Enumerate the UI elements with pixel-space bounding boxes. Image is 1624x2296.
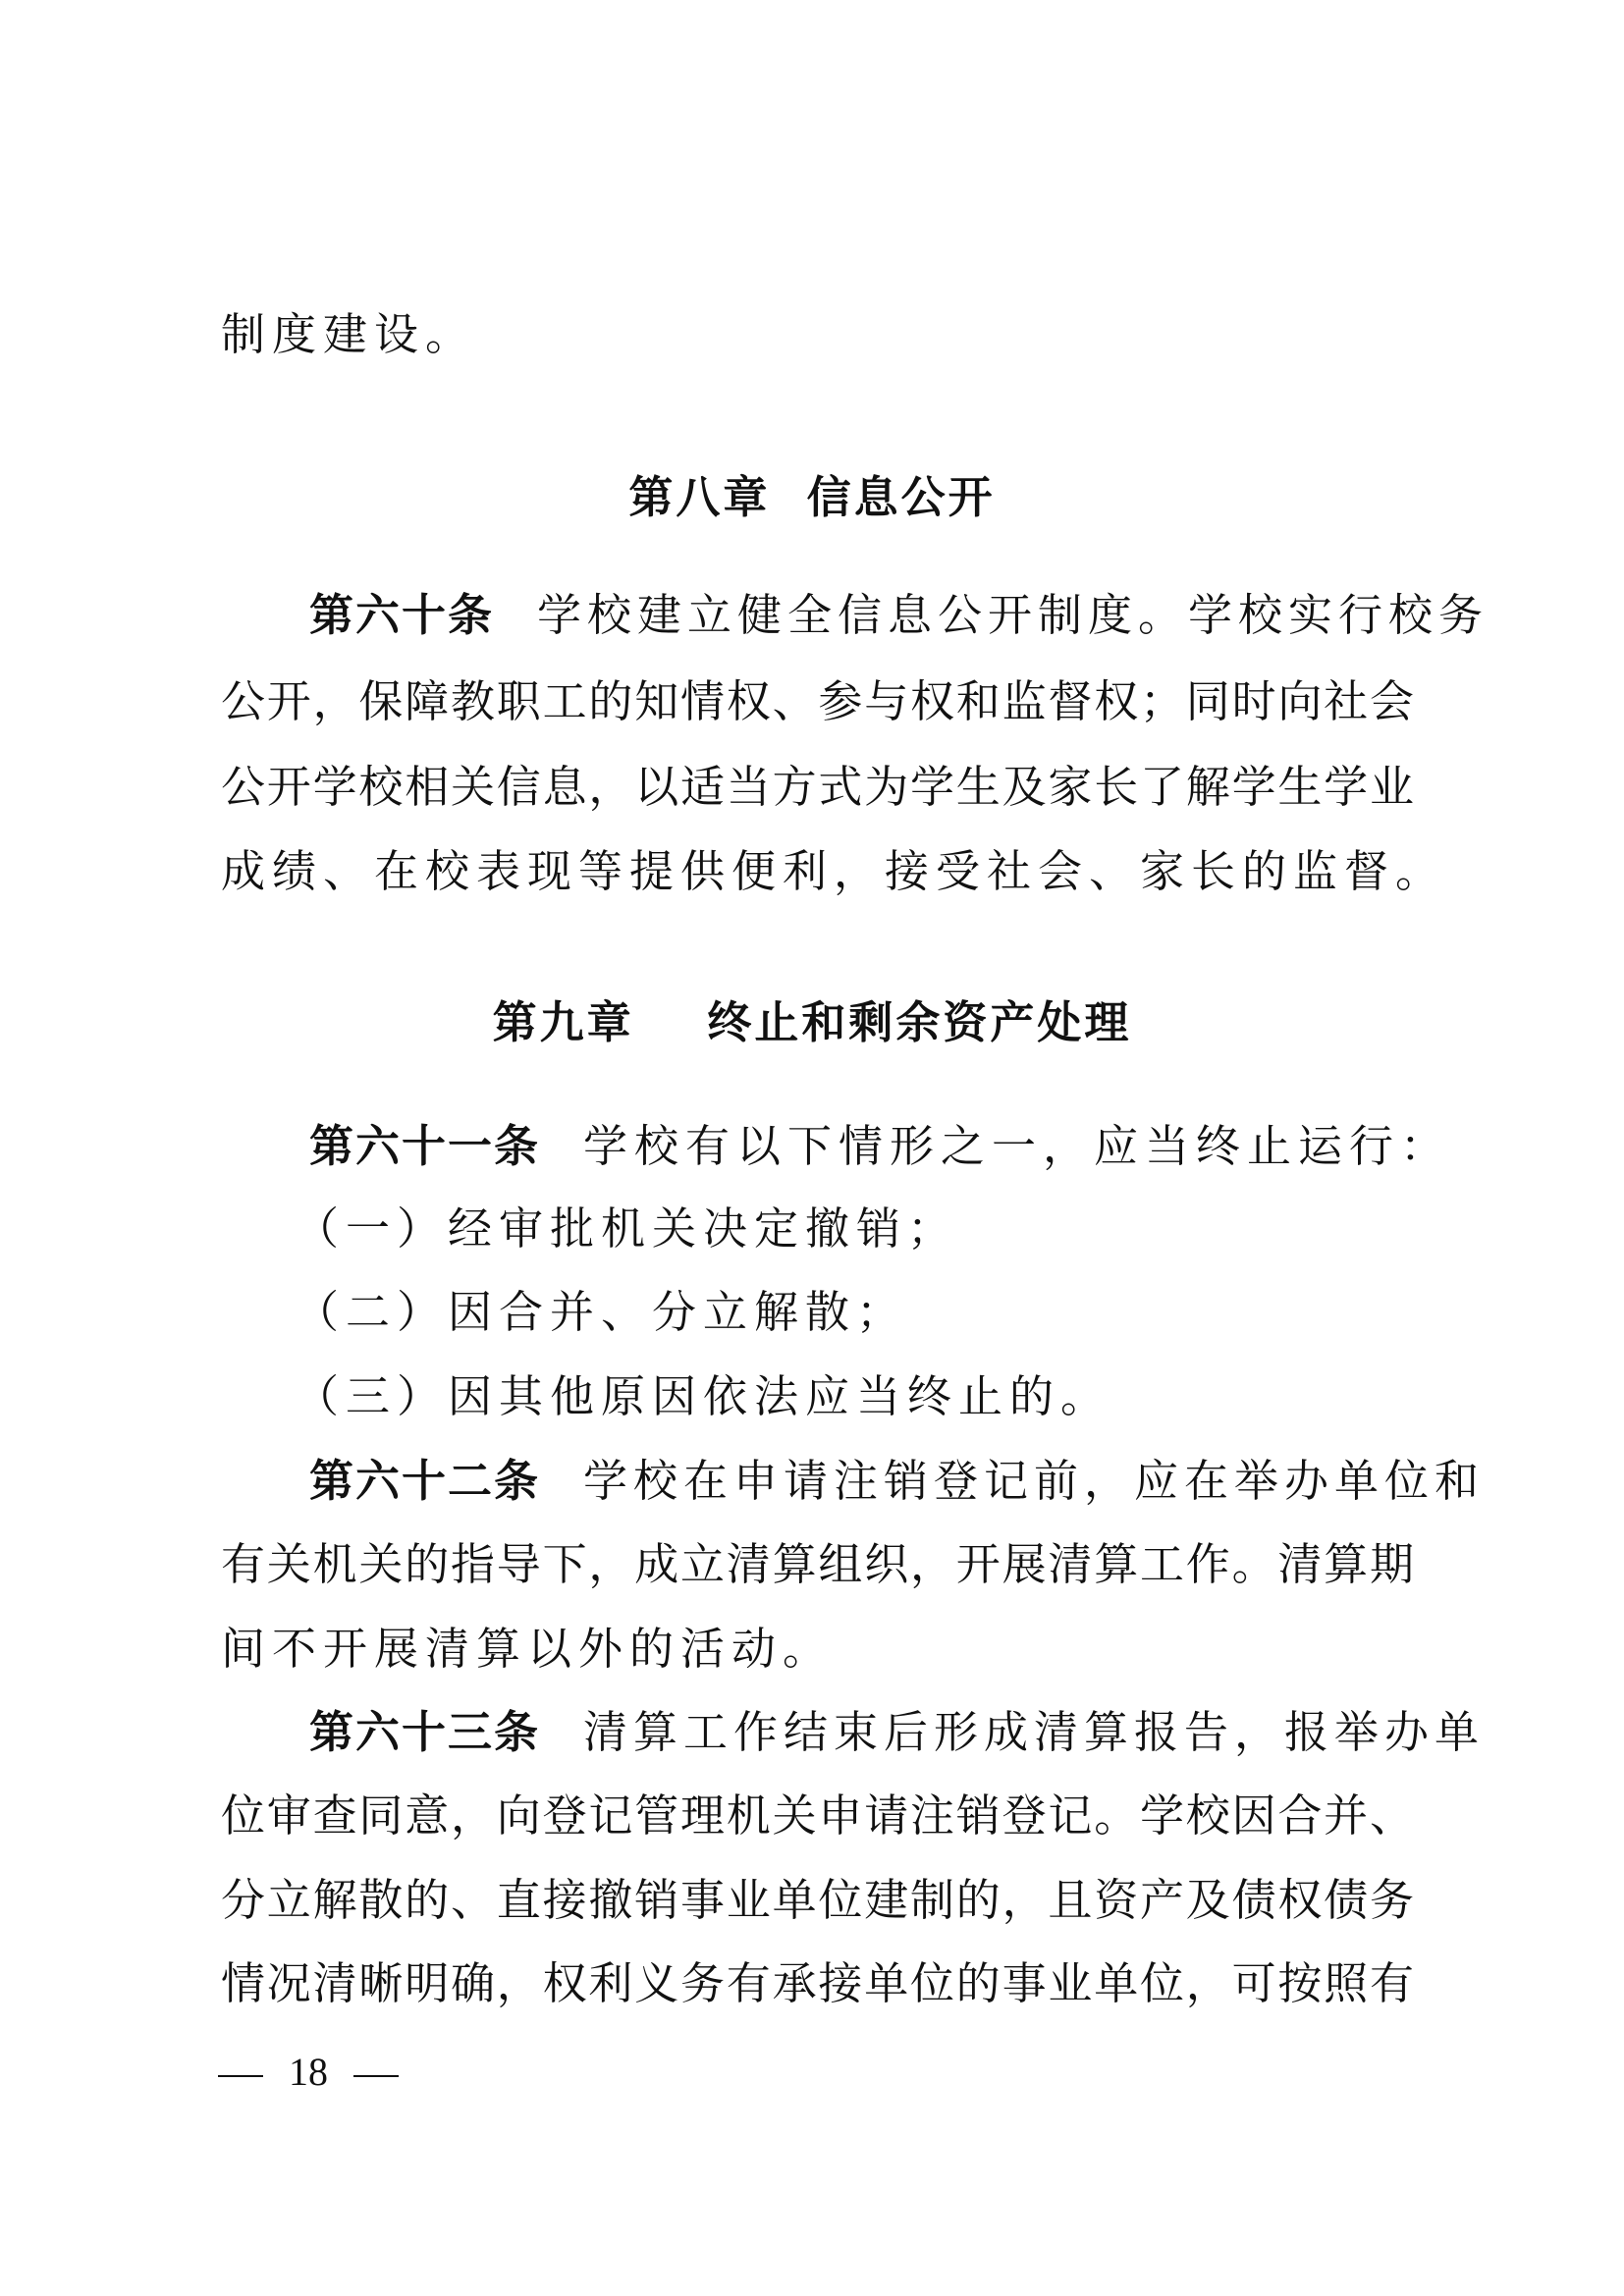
footer-dash-right [353, 2075, 399, 2077]
article-number: 第六十一条 [309, 1120, 541, 1172]
article-61-line [309, 1117, 1452, 1176]
chapter-heading-8: 第八章 信息公开 [628, 471, 996, 523]
paragraph-line: 公开学校相关信息，以适当方式为学生及家长了解学生学业 [221, 761, 1414, 813]
paragraph-line: 有关机关的指导下，成立清算组织，开展清算工作。清算期 [221, 1538, 1414, 1590]
paragraph-line: 间不开展清算以外的活动。 [221, 1623, 835, 1675]
list-item: （二）因合并、分立解散； [295, 1286, 908, 1338]
paragraph-line: 制度建设。 [221, 308, 477, 360]
article-63-line [309, 1703, 1486, 1762]
page-footer [218, 2048, 399, 2097]
article-text: 学校在申请注销登记前，应在举办单位和 [583, 1455, 1486, 1507]
list-item: （三）因其他原因依法应当终止的。 [295, 1370, 1112, 1422]
article-number: 第六十条 [309, 589, 495, 641]
paragraph-line: 情况清晰明确，权利义务有承接单位的事业单位，可按照有 [221, 1957, 1414, 2009]
paragraph-line: 公开，保障教职工的知情权、参与权和监督权；同时向社会 [221, 675, 1414, 727]
article-62-line [309, 1452, 1486, 1511]
page-number: 18 [289, 2050, 328, 2094]
chapter-heading-9: 第九章 终止和剩余资产处理 [492, 996, 1132, 1048]
footer-dash-left [218, 2075, 263, 2077]
paragraph-line: 成绩、在校表现等提供便利，接受社会、家长的监督。 [221, 845, 1447, 897]
article-text: 清算工作结束后形成清算报告，报举办单 [583, 1706, 1486, 1758]
article-text: 学校建立健全信息公开制度。学校实行校务 [537, 589, 1489, 641]
article-number: 第六十二条 [309, 1455, 541, 1507]
article-number: 第六十三条 [309, 1706, 541, 1758]
paragraph-line: 位审查同意，向登记管理机关申请注销登记。学校因合并、 [221, 1789, 1414, 1842]
list-item: （一）经审批机关决定撤销； [295, 1202, 959, 1255]
article-60-line [309, 586, 1489, 645]
paragraph-line: 分立解散的、直接撤销事业单位建制的，且资产及债权债务 [221, 1874, 1414, 1926]
article-text: 学校有以下情形之一，应当终止运行： [583, 1120, 1452, 1172]
